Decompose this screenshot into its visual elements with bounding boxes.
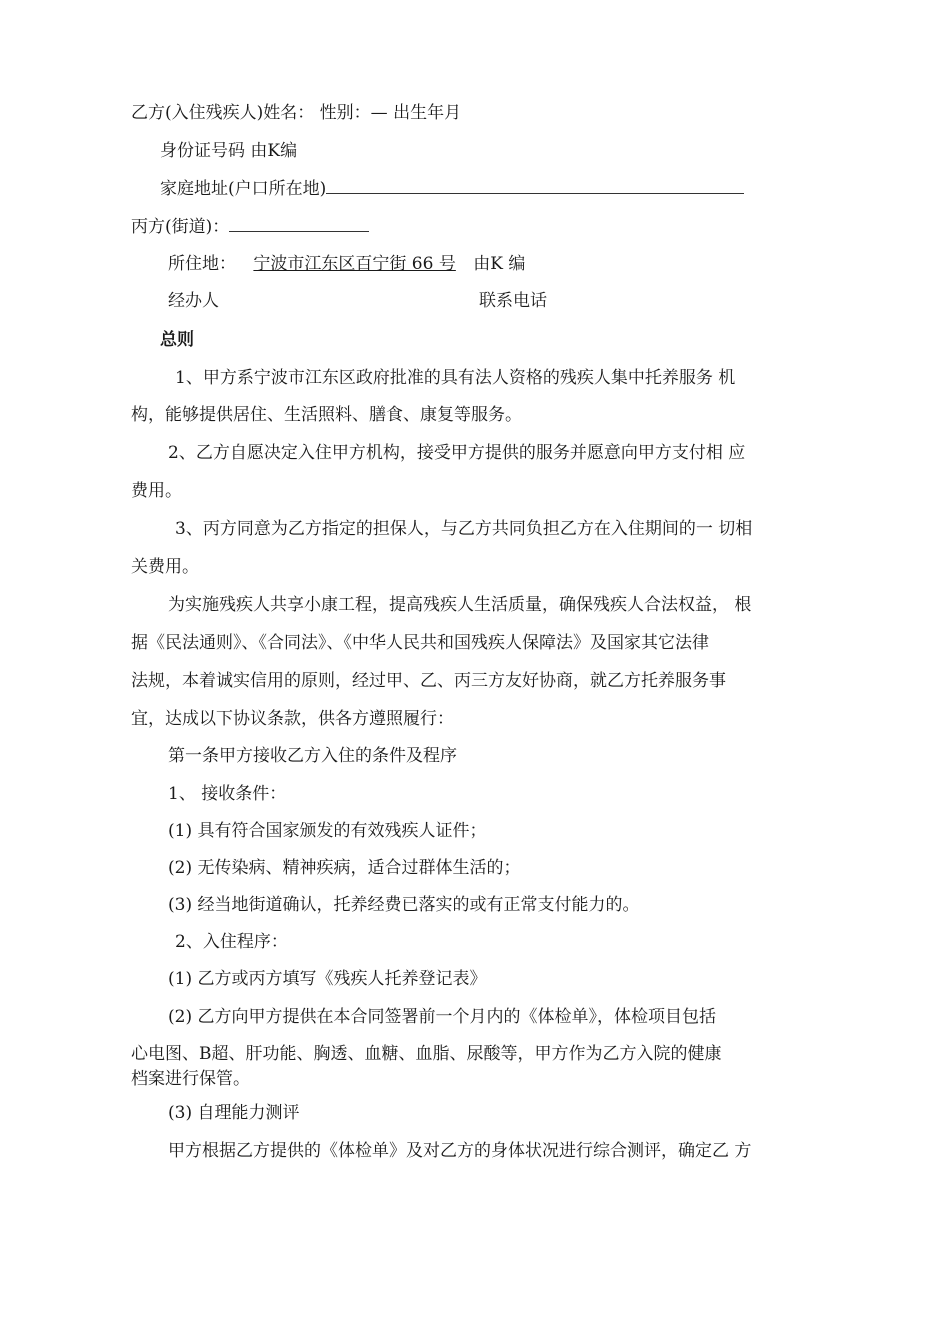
body-line: 2、乙方自愿决定入住甲方机构，接受甲方提供的服务并愿意向甲方支付相 应 (168, 443, 746, 463)
body-line: (3) 自理能力测评 (168, 1103, 300, 1123)
body-line: 构，能够提供居住、生活照料、膳食、康复等服务。 (131, 405, 522, 425)
agent-label: 经办人 (168, 291, 219, 311)
body-line: 为实施残疾人共享小康工程，提高残疾人生活质量，确保残疾人合法权益， 根 (168, 595, 752, 615)
body-line: 3、丙方同意为乙方指定的担保人，与乙方共同负担乙方在入住期间的一 切相 (175, 519, 753, 539)
party-b-line: 乙方(入住残疾人)姓名： 性别：— 出生年月 (131, 103, 462, 123)
body-line: 甲方根据乙方提供的《体检单》及对乙方的身体状况进行综合测评，确定乙 方 (168, 1141, 752, 1161)
body-line: 1、 接收条件： (168, 784, 287, 804)
home-address-line (160, 177, 744, 200)
phone-label: 联系电话 (479, 291, 547, 311)
body-line: (2) 乙方向甲方提供在本合同签署前一个月内的《体检单》，体检项目包括 (168, 1007, 716, 1027)
body-line: (1) 具有符合国家颁发的有效残疾人证件； (168, 821, 487, 841)
residence-label: 所住地： (168, 254, 236, 274)
residence-line (168, 253, 525, 275)
party-c-blank (229, 215, 369, 232)
body-line: 2、入住程序： (175, 932, 288, 952)
body-line: 宜，达成以下协议条款，供各方遵照履行： (131, 709, 454, 729)
body-line: (3) 经当地街道确认，托养经费已落实的或有正常支付能力的。 (168, 895, 640, 915)
body-line: 关费用。 (131, 557, 199, 577)
section-title: 总则 (160, 330, 194, 350)
party-c-line (131, 215, 369, 238)
residence-value: 宁波市江东区百宁街 66 号 (253, 254, 456, 274)
body-line: 档案进行保管。 (131, 1069, 250, 1089)
id-number-line: 身份证号码 由K编 (160, 141, 298, 161)
article-heading: 第一条甲方接收乙方入住的条件及程序 (168, 746, 457, 766)
body-line: 费用。 (131, 481, 182, 501)
body-line: (1) 乙方或丙方填写《残疾人托养登记表》 (168, 969, 487, 989)
body-line: 法规，本着诚实信用的原则，经过甲、乙、丙三方友好协商，就乙方托养服务事 (131, 671, 726, 691)
body-line: 据《民法通则》、《合同法》、《中华人民共和国残疾人保障法》及国家其它法律 (131, 633, 709, 653)
body-line: 1、甲方系宁波市江东区政府批准的具有法人资格的残疾人集中托养服务 机 (175, 368, 736, 388)
home-address-blank (326, 177, 744, 194)
body-line: 心电图、B超、肝功能、胸透、血糖、血脂、尿酸等，甲方作为乙方入院的健康 (131, 1044, 722, 1064)
body-line: (2) 无传染病、精神疾病，适合过群体生活的； (168, 858, 521, 878)
party-c-label: 丙方(街道)： (131, 217, 230, 237)
home-address-label: 家庭地址(户口所在地) (160, 179, 327, 199)
residence-suffix: 由K 编 (473, 254, 526, 274)
